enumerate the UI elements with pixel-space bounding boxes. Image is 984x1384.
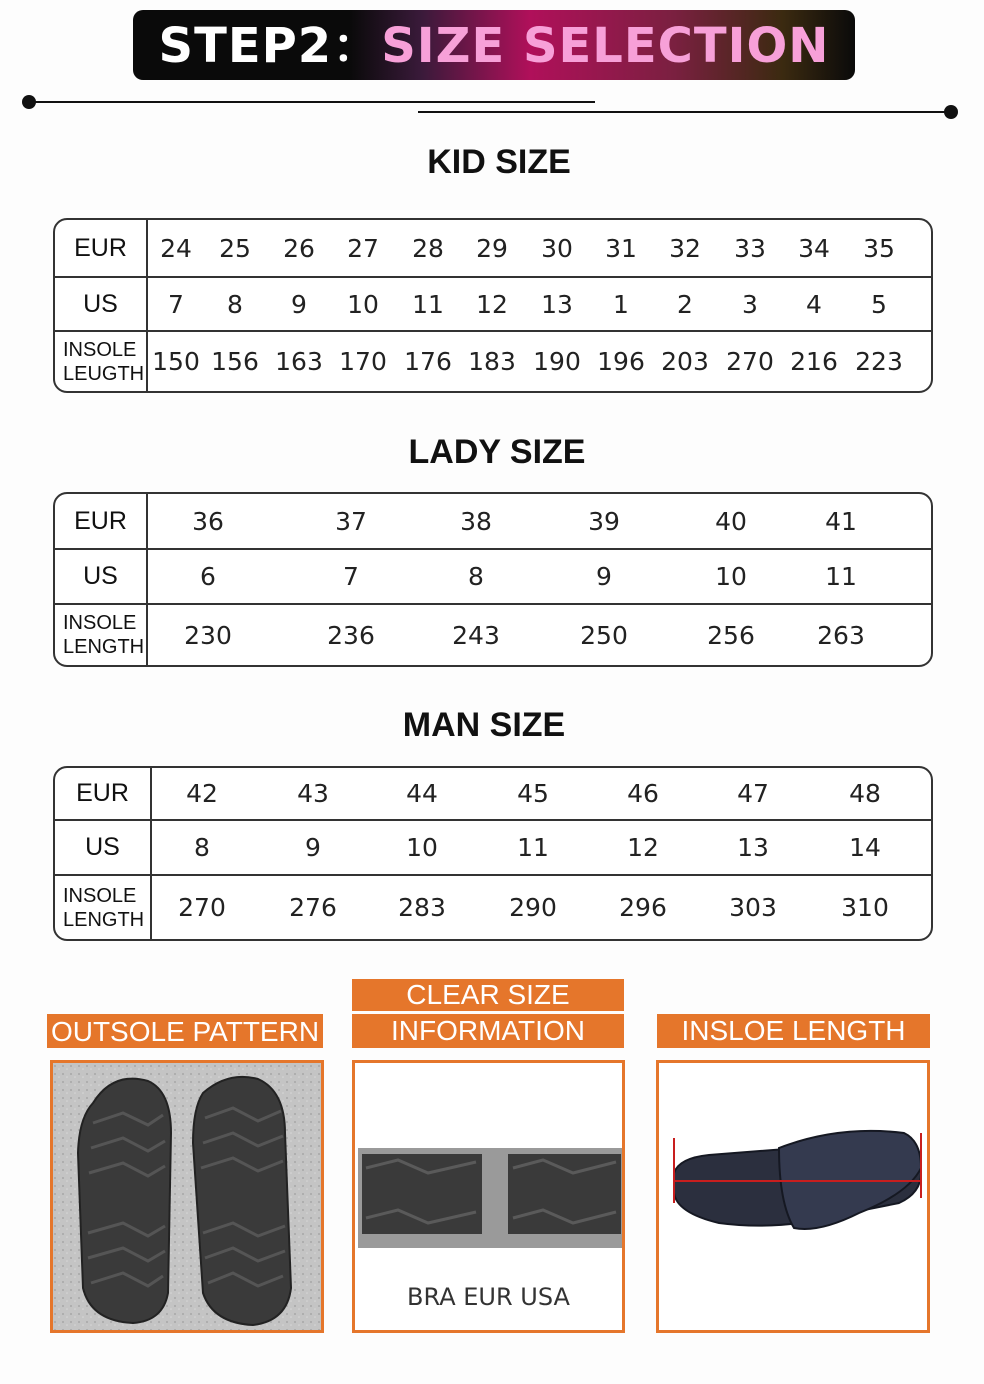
title-banner <box>133 10 855 80</box>
size-cell: 156 <box>211 347 259 376</box>
size-cell: 32 <box>669 233 701 263</box>
man-row-eur <box>55 768 931 821</box>
size-cell: 36 <box>192 506 224 536</box>
size-cell: 31 <box>605 233 637 263</box>
size-cell: 10 <box>715 562 747 591</box>
sole-closeup-illustration <box>358 1148 625 1248</box>
size-cell: 310 <box>841 893 889 922</box>
size-cell: 12 <box>476 289 508 319</box>
kid-size-title: KID SIZE <box>427 143 571 181</box>
size-cell: 5 <box>871 289 887 319</box>
row-header: US <box>55 278 148 330</box>
size-cell: 28 <box>412 233 444 263</box>
size-cell: 170 <box>339 347 387 376</box>
size-cell: 296 <box>619 893 667 922</box>
size-cell: 8 <box>227 289 243 319</box>
size-cell: 270 <box>726 347 774 376</box>
size-cell: 46 <box>627 779 659 808</box>
man-row-insole <box>55 876 931 939</box>
row-header: INSOLE LENGTH <box>55 876 152 939</box>
outsole-pattern-label <box>47 1014 323 1048</box>
size-cell: 44 <box>406 779 438 808</box>
size-cell: 236 <box>327 620 375 650</box>
size-cell: 216 <box>790 347 838 376</box>
outsole-illustration <box>53 1063 321 1330</box>
kid-row-eur <box>55 220 931 278</box>
size-cell: 29 <box>476 233 508 263</box>
size-cell: 24 <box>160 233 192 263</box>
size-cell: 270 <box>178 893 226 922</box>
kid-row-insole <box>55 332 931 391</box>
size-cell: 150 <box>152 347 200 376</box>
size-cell: 303 <box>729 893 777 922</box>
size-cell: 12 <box>627 833 659 862</box>
insole-length-text: INSLOE LENGTH <box>681 1015 906 1046</box>
size-cell: 45 <box>517 779 549 808</box>
size-cell: 3 <box>742 289 758 319</box>
size-cell: 7 <box>168 289 184 319</box>
banner-title <box>133 10 855 80</box>
size-cell: 10 <box>406 833 438 862</box>
size-cell: 9 <box>291 289 307 319</box>
insole-length-photo <box>656 1060 930 1333</box>
lady-row-insole <box>55 605 931 665</box>
man-size-title: MAN SIZE <box>402 706 566 744</box>
row-header: EUR <box>55 494 148 548</box>
size-cell: 47 <box>737 779 769 808</box>
lady-size-table <box>53 492 933 667</box>
size-marking-text: BRA EUR USA <box>407 1283 570 1311</box>
size-cell: 39 <box>588 506 620 536</box>
size-cell: 27 <box>347 233 379 263</box>
slide-side-illustration <box>659 1063 927 1330</box>
size-cell: 7 <box>343 562 359 591</box>
lady-row-eur <box>55 494 931 550</box>
size-cell: 40 <box>715 506 747 536</box>
size-cell: 243 <box>452 620 500 650</box>
size-cell: 1 <box>613 289 629 319</box>
lady-size-title: LADY SIZE <box>408 433 586 471</box>
size-cell: 35 <box>863 233 895 263</box>
outsole-pattern-text: OUTSOLE PATTERN <box>50 1016 320 1047</box>
kid-row-us <box>55 278 931 332</box>
size-cell: 196 <box>597 347 645 376</box>
row-header: US <box>55 550 148 603</box>
size-cell: 25 <box>219 233 251 263</box>
size-cell: 250 <box>580 620 628 650</box>
size-cell: 290 <box>509 893 557 922</box>
size-cell: 43 <box>297 779 329 808</box>
size-cell: 26 <box>283 233 315 263</box>
lady-row-us <box>55 550 931 605</box>
size-cell: 176 <box>404 347 452 376</box>
size-cell: 11 <box>517 833 549 862</box>
rule-left <box>30 101 595 103</box>
row-header: EUR <box>55 768 152 819</box>
man-row-us <box>55 821 931 876</box>
size-cell: 13 <box>737 833 769 862</box>
clear-size-photo <box>352 1060 625 1333</box>
banner-step: STEP2： <box>158 18 382 74</box>
size-cell: 6 <box>200 562 216 591</box>
insole-length-label <box>657 1014 930 1048</box>
row-header: INSOLE LENGTH <box>55 605 148 665</box>
size-cell: 10 <box>347 289 379 319</box>
size-cell: 42 <box>186 779 218 808</box>
size-cell: 283 <box>398 893 446 922</box>
size-cell: 11 <box>825 562 857 591</box>
banner-heading: SIZE SELECTION <box>381 18 830 74</box>
man-size-table <box>53 766 933 941</box>
size-cell: 38 <box>460 506 492 536</box>
rule-right <box>418 111 953 113</box>
size-cell: 33 <box>734 233 766 263</box>
size-cell: 183 <box>468 347 516 376</box>
size-cell: 190 <box>533 347 581 376</box>
size-cell: 13 <box>541 289 573 319</box>
size-cell: 2 <box>677 289 693 319</box>
size-cell: 48 <box>849 779 881 808</box>
clear-size-label-top <box>352 979 624 1011</box>
size-cell: 256 <box>707 620 755 650</box>
rule-dot-right <box>944 105 958 119</box>
size-cell: 276 <box>289 893 337 922</box>
size-cell: 8 <box>194 833 210 862</box>
size-cell: 4 <box>806 289 822 319</box>
clear-size-text: CLEAR SIZE <box>406 979 570 1010</box>
size-cell: 41 <box>825 506 857 536</box>
size-cell: 30 <box>541 233 573 263</box>
row-header: US <box>55 821 152 874</box>
outsole-photo <box>50 1060 324 1333</box>
size-cell: 163 <box>275 347 323 376</box>
clear-size-label-bottom <box>352 1014 624 1048</box>
size-cell: 11 <box>412 289 444 319</box>
row-header: INSOLE LEUGTH <box>55 332 148 391</box>
information-text: INFORMATION <box>391 1015 585 1046</box>
size-cell: 9 <box>305 833 321 862</box>
row-header: EUR <box>55 220 148 276</box>
size-cell: 263 <box>817 620 865 650</box>
kid-size-table <box>53 218 933 393</box>
size-cell: 37 <box>335 506 367 536</box>
size-cell: 34 <box>798 233 830 263</box>
size-cell: 9 <box>596 562 612 591</box>
size-cell: 230 <box>184 620 232 650</box>
size-cell: 8 <box>468 562 484 591</box>
size-cell: 14 <box>849 833 881 862</box>
size-cell: 223 <box>855 347 903 376</box>
size-cell: 203 <box>661 347 709 376</box>
